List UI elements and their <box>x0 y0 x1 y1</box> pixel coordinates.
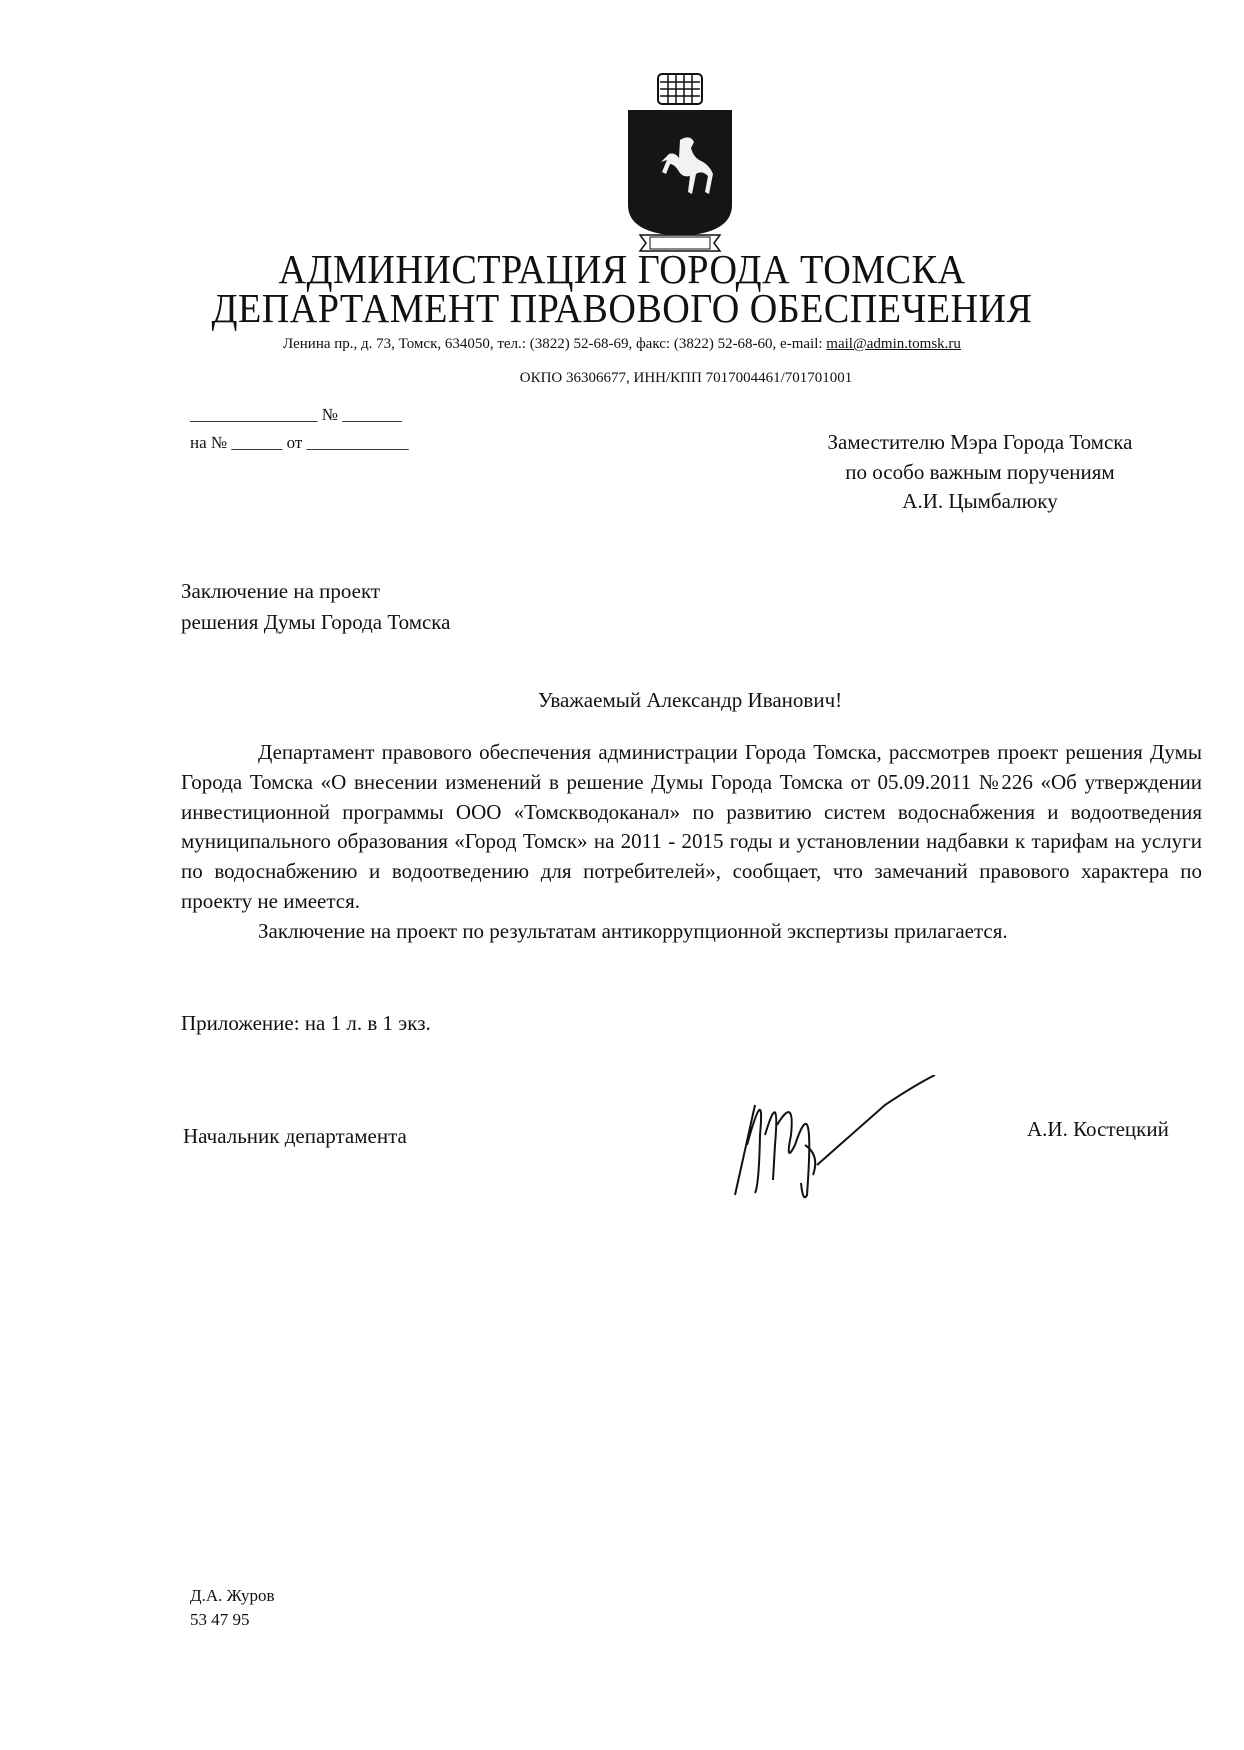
signer-name: А.И. Костецкий <box>1027 1117 1169 1141</box>
addressee-name: А.И. Цымбалюку <box>902 489 1058 513</box>
subject-line: решения Думы Города Томска <box>181 610 451 634</box>
greeting: Уважаемый Александр Иванович! <box>537 688 843 712</box>
crown-icon <box>658 74 702 104</box>
addressee-line: Заместителю Мэра Города Томска <box>827 430 1133 454</box>
subject-block <box>181 576 451 638</box>
addressee-line: по особо важным поручениям <box>845 459 1115 484</box>
organization-title: АДМИНИСТРАЦИЯ ГОРОДА ТОМСКА <box>278 246 966 292</box>
body-paragraph: Департамент правового обеспечения администрации Города Томска, рассмотрев проект решения Думы Города Томска «О внесении изменений в решение Думы Города Томска от 05.09.2011 №226 «Об утверждении инвестиционной программы ООО «Томскводоканал» по развитию систем водоснабжения и водоотведения муниципального образования «Город Томск» на 2011 - 2015 годы и установлении надбавки к тарифам на услуги по водоснабжению и водоотведению для потребителей», сообщает, что замечаний правового характера по проекту не имеется. <box>181 740 1202 913</box>
coat-of-arms-emblem <box>620 70 740 255</box>
address-text: Ленина пр., д. 73, Томск, 634050, тел.: (3822) 52-68-69, факс: (3822) 52-68-60, e-mail: <box>283 336 827 352</box>
letter-body <box>181 738 1202 947</box>
organization-codes: ОКПО 36306677, ИНН/КПП 7017004461/701701001 <box>519 370 853 386</box>
shield-icon <box>628 110 732 247</box>
executor-block <box>190 1584 275 1632</box>
outgoing-number-field: _______________ № _______ <box>190 405 402 424</box>
reply-reference-field: на № ______ от ____________ <box>190 433 409 452</box>
handwritten-signature <box>725 1075 950 1205</box>
department-title: ДЕПАРТАМЕНТ ПРАВОВОГО ОБЕСПЕЧЕНИЯ <box>211 285 1033 331</box>
addressee-block <box>780 428 1180 517</box>
subject-line: Заключение на проект <box>181 579 381 603</box>
contact-address <box>0 336 1244 353</box>
body-paragraph: Заключение на проект по результатам антикоррупционной экспертизы прилагается. <box>258 918 1008 943</box>
executor-name: Д.А. Журов <box>190 1586 275 1605</box>
email-link[interactable]: mail@admin.tomsk.ru <box>826 336 961 352</box>
executor-phone: 53 47 95 <box>190 1610 250 1629</box>
attachment-note: Приложение: на 1 л. в 1 экз. <box>181 1011 431 1035</box>
signer-position: Начальник департамента <box>183 1124 407 1148</box>
